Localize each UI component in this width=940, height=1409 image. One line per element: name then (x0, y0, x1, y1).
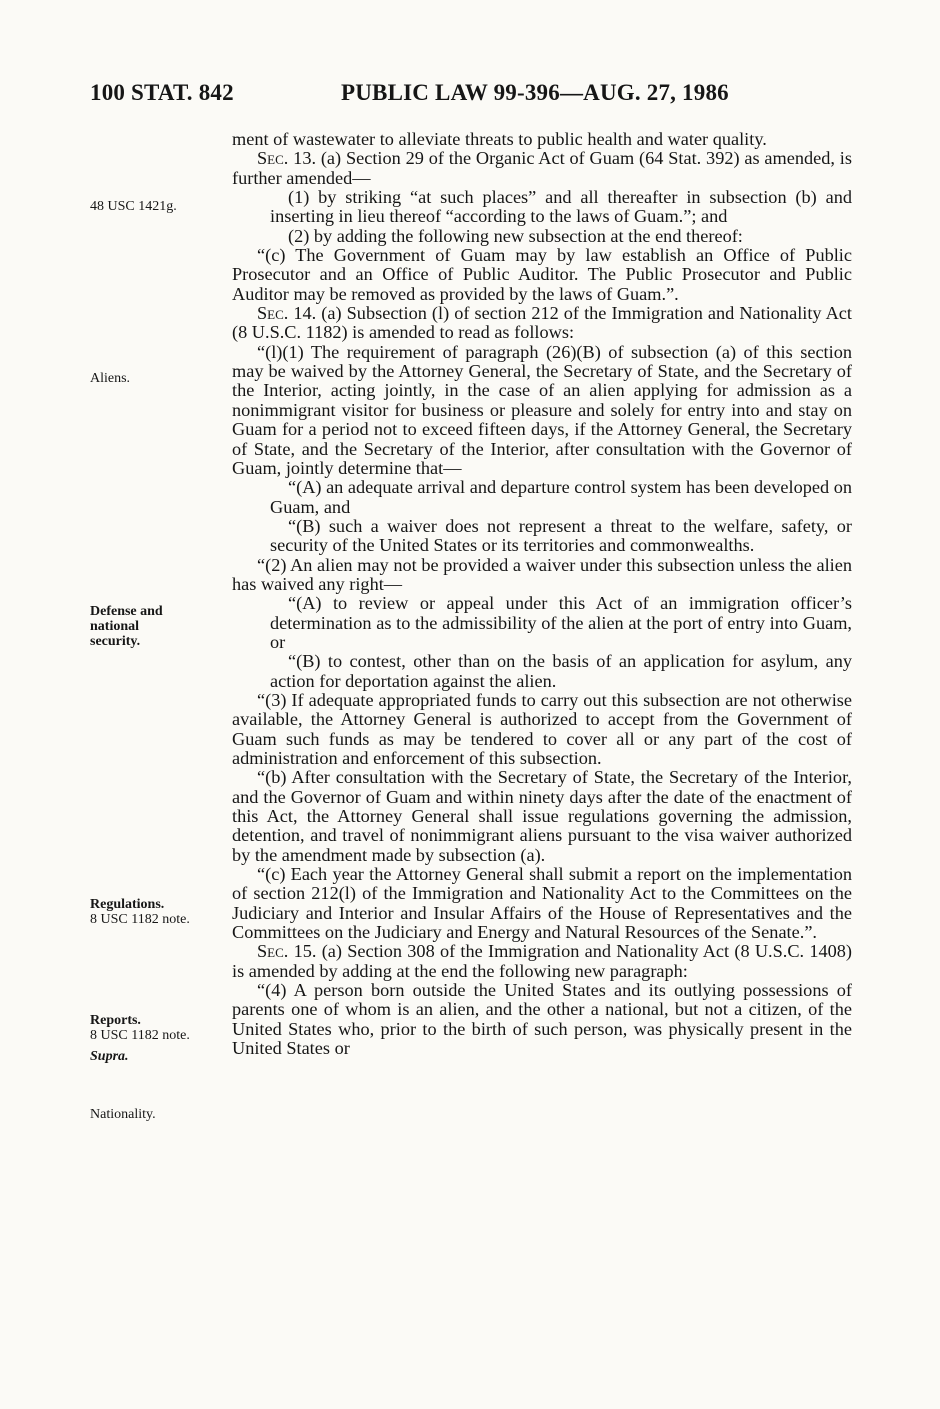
paragraph-12: “(B) to contest, other than on the basis of an application for asylum, any action for deportation against the alien. (270, 651, 852, 691)
sec-label: Sec. (257, 148, 289, 169)
section-14-text: 14. (a) Subsection (l) of section 212 of the Immigration and Nationality Act (8 U.S.C. 1182) is amended to read as follows: (232, 303, 852, 343)
margin-note-defense-1: Defense and (90, 604, 163, 619)
margin-note-reports-usc: 8 USC 1182 note. (90, 1028, 190, 1043)
section-13-text: 13. (a) Section 29 of the Organic Act of Guam (64 Stat. 392) as amended, is further amended— (232, 148, 852, 188)
margin-note-regulations-usc: 8 USC 1182 note. (90, 912, 190, 927)
margin-note-aliens: Aliens. (90, 371, 131, 386)
paragraph-13: “(3) If adequate appropriated funds to carry out this subsection are not otherwise available, the Attorney General is authorized to accept from the Government of Guam such funds as may be tendered to cover all or any part of the cost of administration and enforcement of this subsection. (232, 689, 852, 768)
margin-note-defense-3: security. (90, 634, 141, 649)
margin-note-nationality: Nationality. (90, 1107, 156, 1122)
paragraph-5: “(c) The Government of Guam may by law establish an Office of Public Prosecutor and an Office of Public Auditor. The Public Prosecutor and Public Auditor may be removed as provided by the laws of Guam.”. (232, 245, 852, 304)
paragraph-10: “(2) An alien may not be provided a waiver under this subsection unless the alien has waived any right— (232, 554, 852, 594)
margin-note-reports: Reports. (90, 1013, 141, 1028)
paragraph-11: “(A) to review or appeal under this Act of an immigration officer’s determination as to the admissibility of the alien at the port of entry into Guam, or (270, 593, 852, 652)
margin-note-supra: Supra. (90, 1049, 129, 1064)
body-text (232, 130, 852, 1059)
paragraph-4: (2) by adding the following new subsection at the end thereof: (288, 225, 743, 246)
sec-label: Sec. (257, 303, 289, 324)
paragraph-15: “(c) Each year the Attorney General shall submit a report on the implementation of section 212(l) of the Immigration and Nationality Act to the Committees on the Judiciary and Interior and Insular Affairs of the House of Representatives and the Committees on the Judiciary and Energy and Natural Resources of the Senate.”. (232, 864, 852, 943)
paragraph-1: ment of wastewater to alleviate threats to public health and water quality. (232, 129, 767, 149)
paragraph-3: (1) by striking “at such places” and all thereafter in subsection (b) and inserting in lieu thereof “according to the laws of Guam.”; and (270, 187, 852, 227)
section-14-paragraph (232, 304, 852, 343)
paragraph-9: “(B) such a waiver does not represent a threat to the welfare, safety, or security of the United States or its territories and commonwealths. (270, 515, 852, 556)
section-15-text: 15. (a) Section 308 of the Immigration and Nationality Act (8 U.S.C. 1408) is amended by adding at the end the following new paragraph: (232, 941, 852, 981)
sec-label: Sec. (257, 941, 289, 962)
section-15-paragraph (232, 942, 852, 981)
margin-note-usc-1421g: 48 USC 1421g. (90, 199, 177, 214)
margin-note-regulations: Regulations. (90, 897, 165, 912)
paragraph-8: “(A) an adequate arrival and departure control system has been developed on Guam, and (270, 477, 852, 517)
paragraph-17: “(4) A person born outside the United States and its outlying possessions of parents one of whom is an alien, and the other a national, but not a citizen, of the United States who, prior to the birth of such person, was physically present in the United States or (232, 980, 852, 1059)
section-13-paragraph (232, 149, 852, 188)
law-title: PUBLIC LAW 99-396—AUG. 27, 1986 (341, 80, 729, 105)
paragraph-7: “(l)(1) The requirement of paragraph (26)(B) of subsection (a) of this section may be waived by the Attorney General, the Secretary of State, and the Secretary of the Interior, acting jointly, in the case of an alien applying for admission as a nonimmigrant visitor for business or pleasure and solely for entry into and stay on Guam for a period not to exceed fifteen days, if the Attorney General, the Secretary of State, and the Secretary of the Interior, after consultation with the Governor of Guam, jointly determine that— (232, 341, 852, 478)
paragraph-14: “(b) After consultation with the Secretary of State, the Secretary of the Interior, and the Governor of Guam and within ninety days after the date of the enactment of this Act, the Attorney General shall issue regulations governing the admission, detention, and travel of nonimmigrant aliens pursuant to the visa waiver authorized by the amendment made by subsection (a). (232, 767, 852, 865)
stat-page-number: 100 STAT. 842 (90, 80, 234, 105)
page-header (90, 80, 850, 112)
margin-note-defense-2: national (90, 619, 140, 634)
